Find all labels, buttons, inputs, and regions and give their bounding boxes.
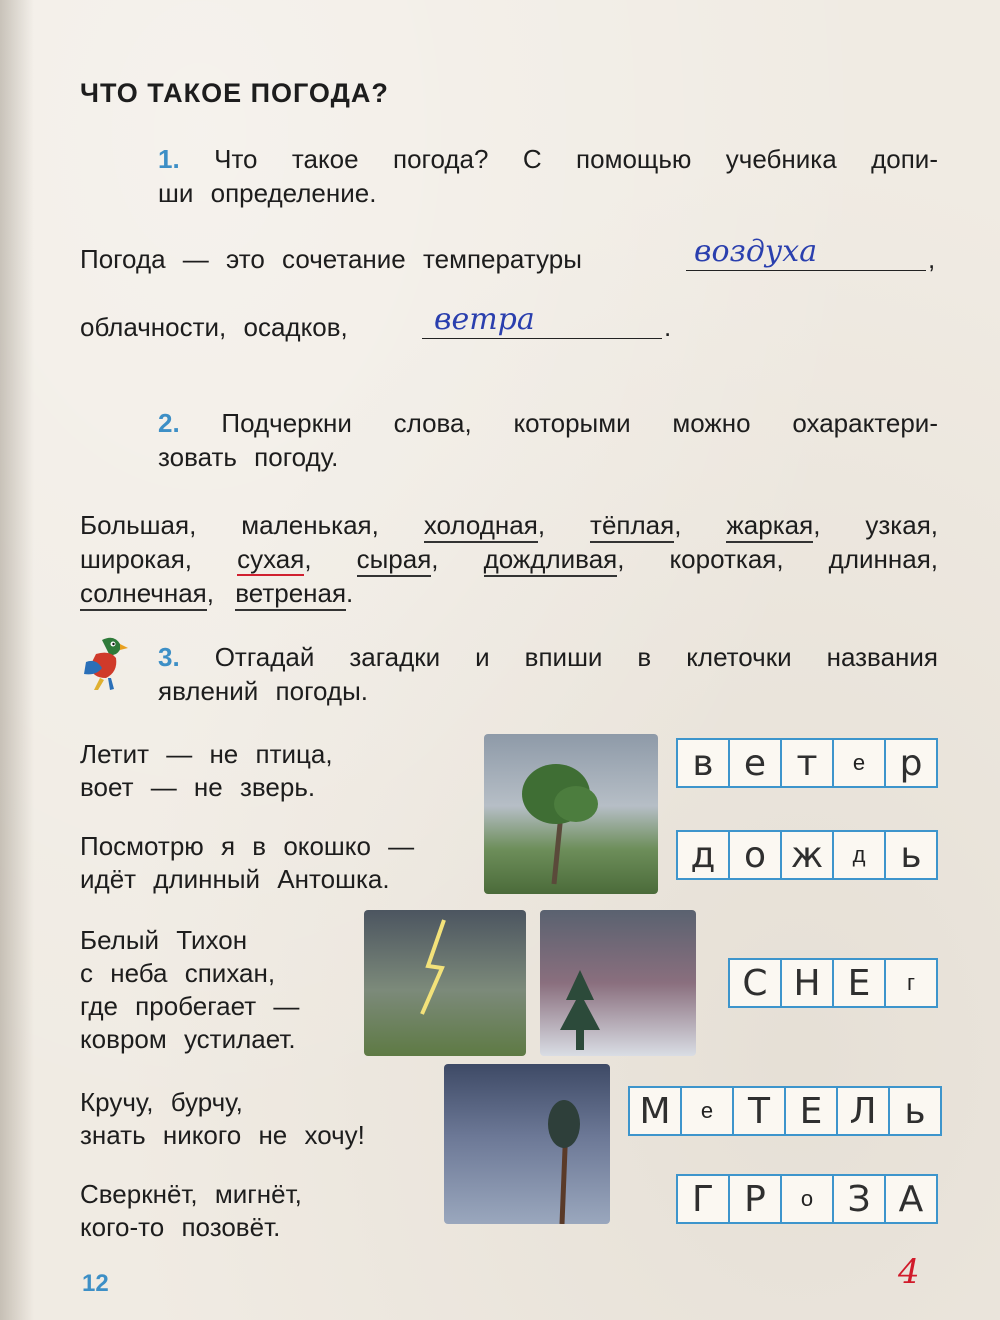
page-title: ЧТО ТАКОЕ ПОГОДА? (80, 78, 389, 108)
word-item[interactable]: маленькая (241, 510, 372, 540)
letter-cell-printed: г (906, 970, 916, 995)
letter-cell[interactable]: Л (838, 1088, 890, 1134)
answer-grid-wind (676, 738, 938, 788)
definition-period: . (664, 312, 672, 342)
letter-cell[interactable]: ь (904, 1090, 926, 1132)
letter-cell[interactable]: е (730, 740, 782, 786)
word-item-underlined[interactable]: дождливая (484, 544, 618, 577)
word-list-row3: солнечная, ветреная. (80, 576, 938, 610)
page-number: 12 (82, 1270, 109, 1297)
word-item-underlined[interactable]: сухая (237, 544, 305, 574)
task2-number: 2. (158, 408, 180, 438)
riddle-line: Летит — не птица, (80, 739, 333, 769)
word-list-row2: широкая, сухая, сырая, дождливая, короткая, длинная, (80, 542, 938, 576)
letter-cell[interactable]: Р (730, 1176, 782, 1222)
riddle-wind (80, 738, 333, 804)
definition-line1-text: Погода — это сочетание температуры (80, 244, 582, 274)
task2-prompt-line2: зовать погоду. (158, 442, 339, 472)
letter-cell[interactable]: Е (834, 960, 886, 1006)
letter-cell[interactable]: т (782, 740, 834, 786)
task1-prompt (158, 142, 938, 210)
task3-number: 3. (158, 642, 180, 672)
letter-cell[interactable]: Г (678, 1176, 730, 1222)
answer1-handwriting: воздуха (694, 234, 818, 269)
word-item[interactable]: широкая (80, 544, 185, 574)
letter-cell[interactable]: Н (782, 960, 834, 1006)
word-list (80, 508, 938, 610)
blizzard-illustration (444, 1064, 610, 1224)
word-item[interactable]: короткая (669, 544, 777, 574)
parrot-icon (80, 632, 132, 694)
page-spine-shadow (0, 0, 34, 1320)
task3-prompt-line1: Отгадай загадки и впиши в клеточки названия (214, 642, 938, 672)
riddle-line: кого-то позовёт. (80, 1212, 281, 1242)
word-list-row1: Большая, маленькая, холодная, тёплая, жаркая, узкая, (80, 508, 938, 542)
letter-cell-printed: е (834, 740, 886, 786)
letter-cell[interactable]: ж (782, 832, 834, 878)
word-item-underlined[interactable]: солнечная (80, 578, 207, 611)
riddle-line: Кручу, бурчу, (80, 1087, 243, 1117)
riddle-line: воет — не зверь. (80, 772, 316, 802)
task3-prompt-line2: явлений погоды. (158, 676, 368, 706)
word-item-underlined[interactable]: тёплая (590, 510, 674, 543)
task2-prompt-line1: Подчеркни слова, которыми можно охарактери- (221, 408, 938, 438)
letter-cell[interactable]: Т (734, 1088, 786, 1134)
letter-cell[interactable]: в (678, 740, 730, 786)
riddle-line: где пробегает — (80, 991, 300, 1021)
wind-illustration (484, 734, 658, 894)
answer-grid-snow (728, 958, 938, 1008)
letter-cell[interactable]: З (834, 1176, 886, 1222)
riddle-line: Сверкнёт, мигнёт, (80, 1179, 302, 1209)
task1-number: 1. (158, 144, 180, 174)
grade-mark: 4 (898, 1252, 920, 1292)
letter-cell[interactable]: С (730, 960, 782, 1006)
word-item[interactable]: длинная (828, 544, 931, 574)
definition-comma: , (928, 244, 936, 274)
riddle-rain (80, 830, 414, 896)
riddle-line: Посмотрю я в окошко — (80, 831, 415, 861)
riddle-blizzard (80, 1086, 365, 1152)
riddle-line: с неба спихан, (80, 958, 276, 988)
word-item[interactable]: узкая (865, 510, 931, 540)
letter-cell[interactable]: М (630, 1088, 682, 1134)
letter-cell-printed: д (834, 832, 886, 878)
task3-prompt (158, 640, 938, 708)
riddle-line: ковром устилает. (80, 1024, 296, 1054)
word-item-underlined[interactable]: жаркая (726, 510, 813, 543)
letter-cell[interactable]: о (730, 832, 782, 878)
letter-cell-printed: о (782, 1176, 834, 1222)
answer-grid-rain (676, 830, 938, 880)
word-item[interactable]: Большая (80, 510, 190, 540)
riddle-line: знать никого не хочу! (80, 1120, 365, 1150)
answer2-field[interactable] (422, 304, 662, 339)
word-item-underlined[interactable]: сырая (357, 544, 432, 577)
letter-cell[interactable]: А (898, 1178, 924, 1220)
answer1-field[interactable] (686, 236, 926, 271)
riddle-thunderstorm (80, 1178, 302, 1244)
answer-grid-blizzard (628, 1086, 942, 1136)
word-item-underlined[interactable]: ветреная (235, 578, 346, 611)
letter-cell[interactable]: Е (786, 1088, 838, 1134)
snow-illustration (540, 910, 696, 1056)
letter-cell[interactable]: д (678, 832, 730, 878)
letter-cell[interactable]: ь (900, 834, 922, 876)
letter-cell[interactable]: р (899, 742, 923, 784)
task1-prompt-line1: Что такое погода? С помощью учебника допи- (214, 144, 938, 174)
definition-line2-text: облачности, осадков, (80, 312, 348, 342)
task1-prompt-line2: ши определение. (158, 178, 377, 208)
word-item-underlined[interactable]: холодная (424, 510, 538, 543)
task2-prompt (158, 406, 938, 474)
riddle-line: Белый Тихон (80, 925, 248, 955)
answer-grid-thunderstorm (676, 1174, 938, 1224)
riddle-snow (80, 924, 299, 1056)
letter-cell-printed: е (682, 1088, 734, 1134)
answer2-handwriting: ветра (434, 302, 535, 337)
thunderstorm-illustration (364, 910, 526, 1056)
riddle-line: идёт длинный Антошка. (80, 864, 390, 894)
